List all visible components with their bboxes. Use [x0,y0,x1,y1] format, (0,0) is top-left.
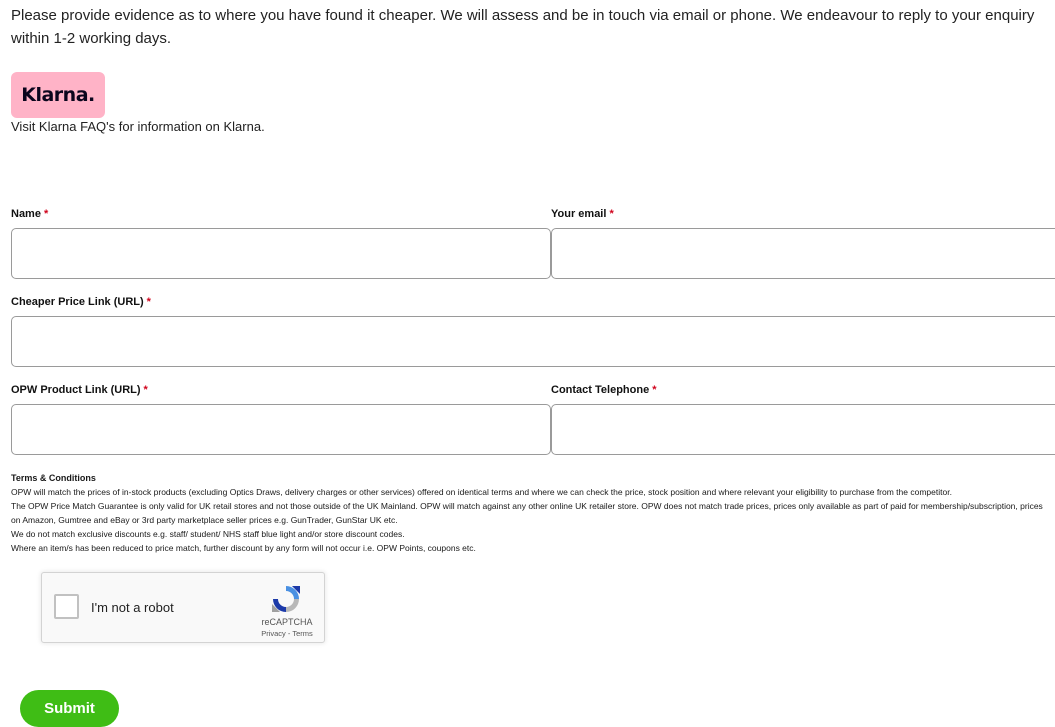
terms-paragraph: OPW will match the prices of in-stock products (excluding Optics Draws, delivery charges or other services) offered on identical terms and where we can check the price, stock position and where relevant your eligibility to purchase from the competitor. [11,487,952,497]
required-marker: * [43,208,49,220]
recaptcha-widget [41,572,325,643]
name-label-text: Name [11,208,41,220]
intro-text: Please provide evidence as to where you have found it cheaper. We will assess and be in touch via email or phone. We endeavour to reply to your enquiry within 1-2 working days. [11,7,1035,47]
name-input[interactable] [11,228,551,279]
required-marker: * [652,384,657,396]
cheaper-link-input[interactable] [11,316,1055,367]
opw-link-label-text: OPW Product Link (URL) [11,384,141,396]
terms-box[interactable] [11,471,1051,563]
cheaper-link-label [11,296,151,308]
required-marker: * [146,296,151,308]
recaptcha-privacy-link[interactable]: Privacy [261,629,286,638]
telephone-input[interactable] [551,404,1055,455]
required-marker: * [143,384,148,396]
telephone-label-text: Contact Telephone [551,384,650,396]
opw-link-label [11,384,148,396]
klarna-logo-text: Klarna. [21,84,95,106]
recaptcha-terms-link[interactable]: Terms [292,629,313,638]
recaptcha-icon [270,583,302,615]
required-marker: * [609,208,614,220]
email-input[interactable] [551,228,1055,279]
cheaper-link-label-text: Cheaper Price Link (URL) [11,296,144,308]
recaptcha-separator: - [285,629,293,638]
name-label [11,208,48,220]
email-label [551,208,614,220]
terms-title: Terms & Conditions [11,473,96,483]
telephone-label [551,384,656,396]
email-label-text: Your email [551,208,607,220]
recaptcha-checkbox[interactable] [54,594,79,619]
klarna-logo[interactable] [11,72,105,118]
opw-link-input[interactable] [11,404,551,455]
recaptcha-label: I'm not a robot [91,600,174,615]
klarna-faq-link[interactable]: Visit Klarna FAQ's for information on Klarna. [11,119,265,134]
terms-paragraph: Where an item/s has been reduced to price match, further discount by any form will not occur i.e. OPW Points, coupons etc. [11,543,476,553]
submit-button[interactable]: Submit [20,690,119,727]
recaptcha-brand: reCAPTCHA [261,617,313,627]
terms-paragraph: We do not match exclusive discounts e.g. staff/ student/ NHS staff blue light and/or store discount codes. [11,529,405,539]
terms-paragraph: The OPW Price Match Guarantee is only valid for UK retail stores and not those outside of the UK Mainland. OPW will match against any other online UK retailer store. OPW does not match trade prices, prices only available as part of paid for membership/subscription, prices on Amazon, Gumtree and eBay or 3rd party marketplace seller prices e.g. GunTrader, GunStar UK etc. [11,501,1043,525]
recaptcha-links [248,629,326,638]
